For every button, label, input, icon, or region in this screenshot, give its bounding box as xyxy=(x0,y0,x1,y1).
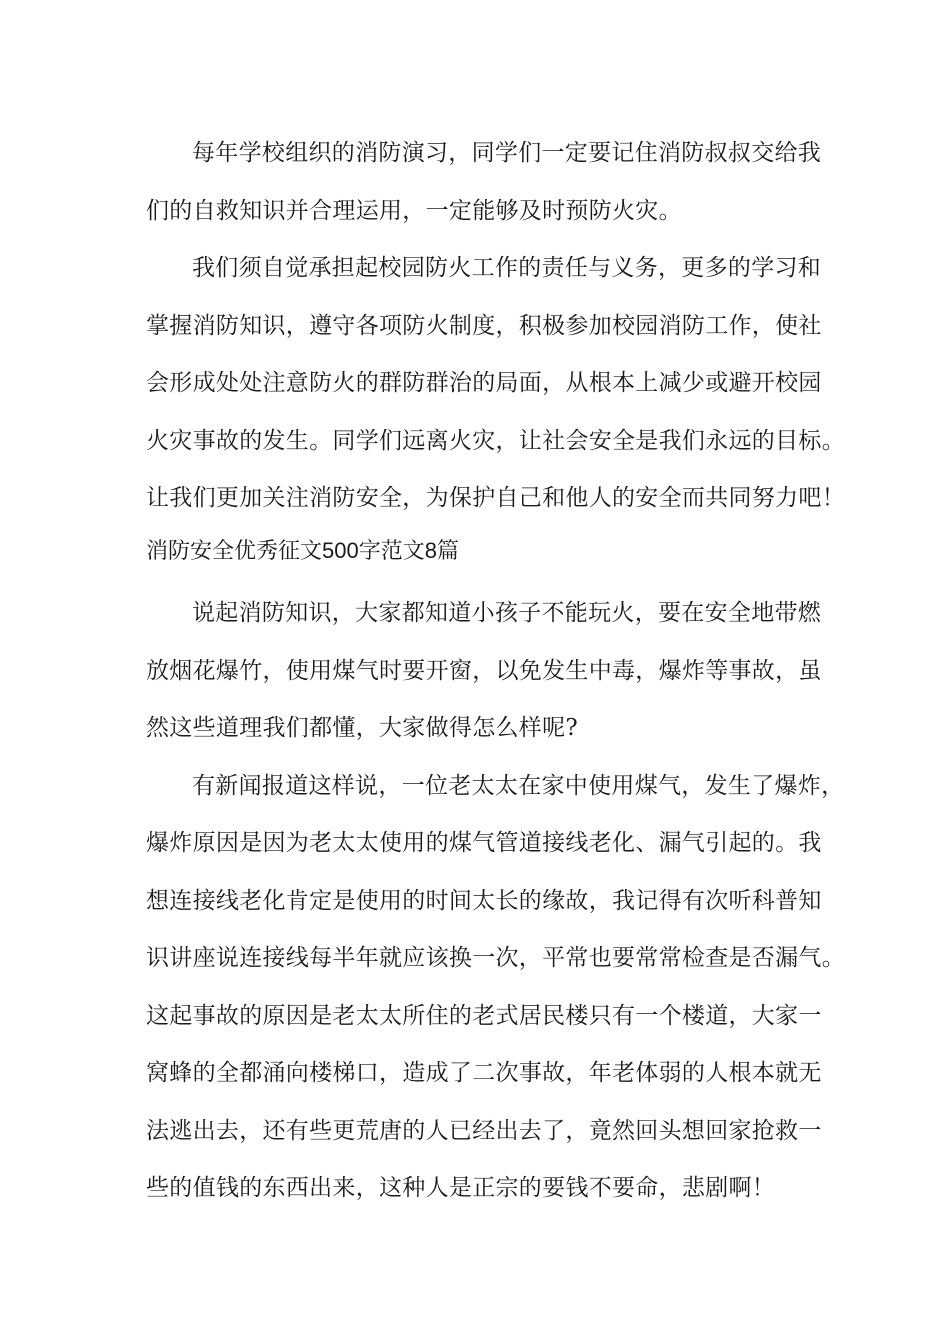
paragraph-2-line-3: 会形成处处注意防火的群防群治的局面，从根本上减少或避开校园 xyxy=(146,370,822,396)
paragraph-4-line-1: 有新闻报道这样说，一位老太太在家中使用煤气，发生了爆炸， xyxy=(192,773,845,799)
paragraph-4-line-3: 想连接线老化肯定是使用的时间太长的缘故，我记得有次听科普知 xyxy=(146,888,822,914)
paragraph-2-line-4: 火灾事故的发生。同学们远离火灾，让社会安全是我们永远的目标。 xyxy=(146,428,845,454)
paragraph-4-line-2: 爆炸原因是因为老太太使用的煤气管道接线老化、漏气引起的。我 xyxy=(146,830,822,856)
paragraph-2-line-5: 让我们更加关注消防安全，为保护自己和他人的安全而共同努力吧！ xyxy=(146,485,845,511)
paragraph-1-line-1: 每年学校组织的消防演习，同学们一定要记住消防叔叔交给我 xyxy=(192,140,822,166)
paragraph-1-line-2: 们的自救知识并合理运用，一定能够及时预防火灾。 xyxy=(146,198,682,224)
paragraph-4-line-8: 些的值钱的东西出来，这种人是正宗的要钱不要命，悲剧啊！ xyxy=(146,1175,776,1201)
paragraph-4-line-4: 识讲座说连接线每半年就应该换一次，平常也要常常检查是否漏气。 xyxy=(146,945,845,971)
paragraph-4-line-5: 这起事故的原因是老太太所住的老式居民楼只有一个楼道，大家一 xyxy=(146,1003,822,1029)
paragraph-3-line-1: 说起消防知识，大家都知道小孩子不能玩火，要在安全地带燃 xyxy=(192,600,822,626)
paragraph-3-line-3: 然这些道理我们都懂，大家做得怎么样呢? xyxy=(146,715,579,741)
paragraph-2-line-1: 我们须自觉承担起校园防火工作的责任与义务，更多的学习和 xyxy=(192,255,822,281)
paragraph-4-line-6: 窝蜂的全都涌向楼梯口，造成了二次事故，年老体弱的人根本就无 xyxy=(146,1060,822,1086)
paragraph-2-line-2: 掌握消防知识，遵守各项防火制度，积极参加校园消防工作，使社 xyxy=(146,313,822,339)
section-heading: 消防安全优秀征文500字范文8篇 xyxy=(146,538,459,563)
paragraph-4-line-7: 法逃出去，还有些更荒唐的人已经出去了，竟然回头想回家抢救一 xyxy=(146,1118,822,1144)
paragraph-3-line-2: 放烟花爆竹，使用煤气时要开窗，以免发生中毒，爆炸等事故，虽 xyxy=(146,658,822,684)
